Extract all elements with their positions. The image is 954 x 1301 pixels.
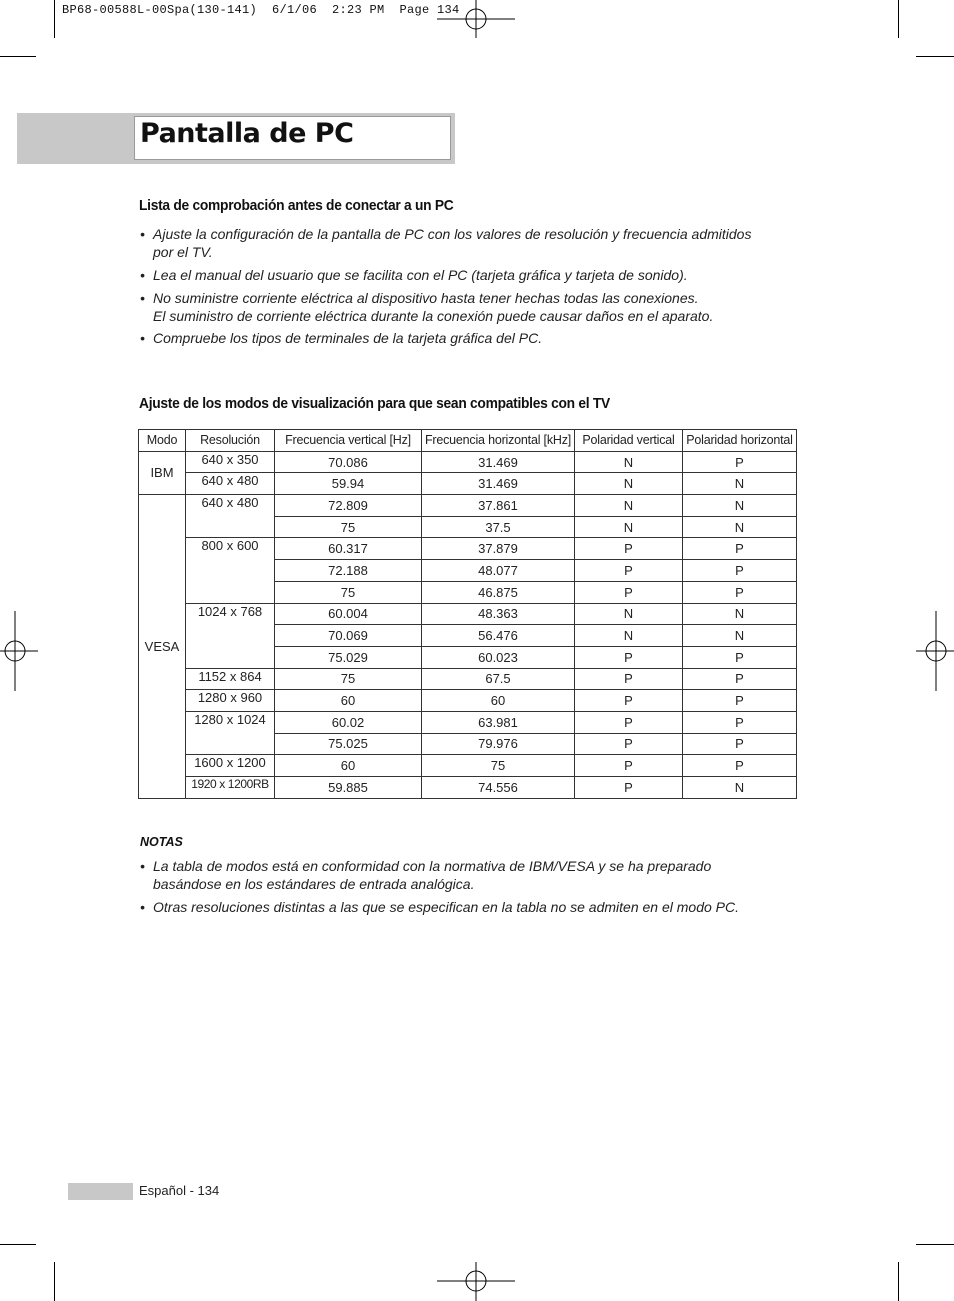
mode-cell: IBM <box>139 451 186 494</box>
resolution-cell: 640 x 350 <box>186 451 275 473</box>
resolution-cell: 640 x 480 <box>186 495 275 538</box>
bullet-mark: • <box>140 226 145 242</box>
vertical-frequency-cell: 75 <box>275 668 422 690</box>
horizontal-polarity-cell: P <box>683 733 797 755</box>
horizontal-polarity-cell: N <box>683 777 797 799</box>
table-row <box>139 711 797 733</box>
horizontal-polarity-cell: N <box>683 516 797 538</box>
resolution-cell: 800 x 600 <box>186 538 275 603</box>
resolution-cell: 1024 x 768 <box>186 603 275 668</box>
vertical-frequency-cell: 75 <box>275 516 422 538</box>
checklist-item: • No suministre corriente eléctrica al dispositivo hasta tener hechas todas las conexiones. El suministro de corriente eléctrica durante la conexión puede causar daños en el aparato. <box>140 290 714 324</box>
vertical-polarity-cell: P <box>575 560 683 582</box>
registration-mark-icon <box>437 0 517 38</box>
vertical-frequency-cell: 60.004 <box>275 603 422 625</box>
horizontal-frequency-cell: 74.556 <box>422 777 575 799</box>
vertical-polarity-cell: N <box>575 603 683 625</box>
horizontal-frequency-cell: 79.976 <box>422 733 575 755</box>
bullet-mark: • <box>140 858 145 874</box>
vertical-polarity-cell: N <box>575 495 683 517</box>
horizontal-polarity-cell: P <box>683 581 797 603</box>
horizontal-frequency-cell: 48.077 <box>422 560 575 582</box>
horizontal-polarity-cell: N <box>683 625 797 647</box>
resolution-cell: 1280 x 1024 <box>186 711 275 754</box>
notes-label: NOTAS <box>140 835 183 849</box>
column-header: Polaridad vertical <box>575 430 683 452</box>
column-header: Polaridad horizontal <box>683 430 797 452</box>
horizontal-frequency-cell: 75 <box>422 755 575 777</box>
horizontal-polarity-cell: N <box>683 603 797 625</box>
table-row <box>139 473 797 495</box>
footer-band <box>68 1183 133 1200</box>
page-title: Pantalla de PC <box>140 118 354 149</box>
horizontal-frequency-cell: 37.879 <box>422 538 575 560</box>
mode-cell: VESA <box>139 495 186 799</box>
horizontal-polarity-cell: N <box>683 473 797 495</box>
horizontal-frequency-cell: 46.875 <box>422 581 575 603</box>
vertical-frequency-cell: 75 <box>275 581 422 603</box>
note-item: • La tabla de modos está en conformidad con la normativa de IBM/VESA y se ha preparado basándose en los estándares de entrada analógica. <box>140 858 712 892</box>
registration-mark-icon <box>0 611 38 691</box>
horizontal-frequency-cell: 56.476 <box>422 625 575 647</box>
horizontal-frequency-cell: 31.469 <box>422 451 575 473</box>
checklist-heading: Lista de comprobación antes de conectar a un PC <box>139 197 454 214</box>
table-row <box>139 603 797 625</box>
vertical-frequency-cell: 72.809 <box>275 495 422 517</box>
column-header: Frecuencia vertical [Hz] <box>275 430 422 452</box>
horizontal-frequency-cell: 67.5 <box>422 668 575 690</box>
resolution-cell: 1600 x 1200 <box>186 755 275 777</box>
horizontal-polarity-cell: P <box>683 451 797 473</box>
vertical-polarity-cell: P <box>575 690 683 712</box>
table-header-row <box>139 430 797 452</box>
horizontal-polarity-cell: P <box>683 560 797 582</box>
horizontal-frequency-cell: 63.981 <box>422 711 575 733</box>
resolution-cell: 1920 x 1200RB <box>186 777 275 799</box>
registration-mark-icon <box>916 611 954 691</box>
horizontal-frequency-cell: 60.023 <box>422 646 575 668</box>
horizontal-frequency-cell: 37.5 <box>422 516 575 538</box>
horizontal-frequency-cell: 31.469 <box>422 473 575 495</box>
resolution-cell: 1280 x 960 <box>186 690 275 712</box>
vertical-polarity-cell: N <box>575 625 683 647</box>
print-slug: BP68-00588L-00Spa(130-141) 6/1/06 2:23 PM Page 134 <box>62 3 460 17</box>
vertical-polarity-cell: P <box>575 581 683 603</box>
table-row <box>139 495 797 517</box>
vertical-frequency-cell: 75.025 <box>275 733 422 755</box>
vertical-frequency-cell: 60 <box>275 755 422 777</box>
vertical-frequency-cell: 70.069 <box>275 625 422 647</box>
horizontal-polarity-cell: P <box>683 538 797 560</box>
vertical-polarity-cell: P <box>575 711 683 733</box>
bullet-mark: • <box>140 267 145 283</box>
column-header: Frecuencia horizontal [kHz] <box>422 430 575 452</box>
vertical-frequency-cell: 60 <box>275 690 422 712</box>
vertical-frequency-cell: 60.317 <box>275 538 422 560</box>
resolution-cell: 1152 x 864 <box>186 668 275 690</box>
vertical-frequency-cell: 75.029 <box>275 646 422 668</box>
bullet-mark: • <box>140 330 145 346</box>
display-modes-table <box>138 429 797 799</box>
page-number: Español - 134 <box>139 1183 220 1198</box>
table-row <box>139 451 797 473</box>
vertical-polarity-cell: P <box>575 646 683 668</box>
table-row <box>139 777 797 799</box>
table-row <box>139 538 797 560</box>
column-header: Resolución <box>186 430 275 452</box>
horizontal-polarity-cell: P <box>683 711 797 733</box>
vertical-frequency-cell: 59.94 <box>275 473 422 495</box>
checklist-item: • Lea el manual del usuario que se facilita con el PC (tarjeta gráfica y tarjeta de sonido). <box>140 267 688 283</box>
vertical-frequency-cell: 60.02 <box>275 711 422 733</box>
note-item: • Otras resoluciones distintas a las que se especifican en la tabla no se admiten en el modo PC. <box>140 899 739 915</box>
checklist-item: • Ajuste la configuración de la pantalla de PC con los valores de resolución y frecuencia admitidos por el TV. <box>140 226 752 260</box>
vertical-frequency-cell: 59.885 <box>275 777 422 799</box>
vertical-polarity-cell: P <box>575 668 683 690</box>
vertical-frequency-cell: 70.086 <box>275 451 422 473</box>
horizontal-frequency-cell: 37.861 <box>422 495 575 517</box>
horizontal-polarity-cell: P <box>683 646 797 668</box>
vertical-polarity-cell: P <box>575 755 683 777</box>
table-row <box>139 690 797 712</box>
registration-mark-icon <box>437 1262 517 1301</box>
resolution-cell: 640 x 480 <box>186 473 275 495</box>
checklist-item: • Compruebe los tipos de terminales de la tarjeta gráfica del PC. <box>140 330 543 346</box>
horizontal-polarity-cell: P <box>683 690 797 712</box>
horizontal-polarity-cell: N <box>683 495 797 517</box>
horizontal-polarity-cell: P <box>683 668 797 690</box>
vertical-polarity-cell: N <box>575 451 683 473</box>
table-row <box>139 668 797 690</box>
vertical-polarity-cell: N <box>575 473 683 495</box>
bullet-mark: • <box>140 290 145 306</box>
horizontal-frequency-cell: 48.363 <box>422 603 575 625</box>
vertical-frequency-cell: 72.188 <box>275 560 422 582</box>
table-row <box>139 755 797 777</box>
modes-heading: Ajuste de los modos de visualización para que sean compatibles con el TV <box>139 395 610 412</box>
horizontal-polarity-cell: P <box>683 755 797 777</box>
column-header: Modo <box>139 430 186 452</box>
vertical-polarity-cell: N <box>575 516 683 538</box>
horizontal-frequency-cell: 60 <box>422 690 575 712</box>
vertical-polarity-cell: P <box>575 538 683 560</box>
vertical-polarity-cell: P <box>575 777 683 799</box>
vertical-polarity-cell: P <box>575 733 683 755</box>
bullet-mark: • <box>140 899 145 915</box>
